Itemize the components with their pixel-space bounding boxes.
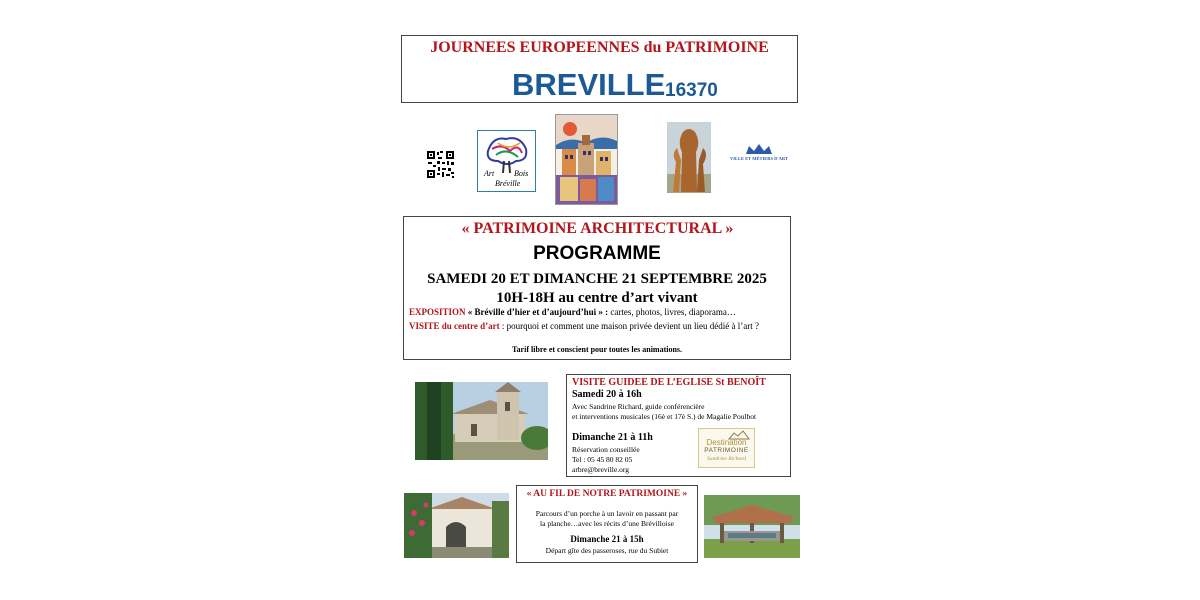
expo-text: cartes, photos, livres, diaporama…	[608, 307, 736, 317]
town-illustration-image	[555, 114, 618, 205]
church-email[interactable]: arbre@breville.org	[572, 465, 629, 474]
program-theme: « PATRIMOINE ARCHITECTURAL »	[461, 220, 734, 237]
villes-metiers-text: VILLE ET MÉTIERS D'ART	[730, 156, 788, 161]
porch-photo	[404, 493, 509, 558]
logo-word-art: Art	[484, 169, 495, 178]
villes-metiers-logo	[730, 143, 788, 167]
program-hours: 10H-18H au centre d’art vivant	[496, 290, 698, 306]
lavoir-photo	[704, 495, 800, 558]
tarif-text: Tarif libre et conscient pour toutes les animations.	[511, 345, 683, 354]
visit-label: VISITE du centre d’art	[409, 321, 500, 331]
church-tel: Tel : 05 45 80 82 05	[572, 455, 633, 464]
walk-date: Dimanche 21 à 15h	[570, 534, 644, 544]
church-reservation: Réservation conseillée	[572, 445, 640, 454]
logo-destination: Destination	[706, 438, 747, 447]
visit-line	[409, 321, 789, 331]
walk-depart: Départ gîte des passeroses, rue du Subiet	[545, 546, 669, 555]
logo-word-breville: Bréville	[495, 179, 521, 188]
art-bois-logo	[477, 130, 536, 192]
logo-signature: Sandrine Richard	[707, 456, 746, 462]
logo-word-bois: Bois	[514, 169, 529, 178]
church-saturday-line1: Avec Sandrine Richard, guide conférencière	[572, 402, 705, 411]
program-heading: PROGRAMME	[533, 243, 661, 264]
logo-patrimoine: PATRIMOINE	[704, 447, 749, 454]
qr-code-icon	[426, 150, 455, 179]
walk-title: « AU FIL DE NOTRE PATRIMOINE »	[526, 489, 688, 499]
church-sunday: Dimanche 21 à 11h	[572, 432, 653, 443]
church-photo	[415, 382, 548, 460]
church-saturday-line2: et interventions musicales (16è et 17è S.) de Magalie Poulbot	[572, 412, 757, 421]
crown-icon	[745, 143, 773, 155]
event-title: JOURNEES EUROPEENNES du PATRIMOINE	[430, 39, 769, 56]
church-saturday: Samedi 20 à 16h	[572, 389, 642, 400]
visit-text: : pourquoi et comment une maison privée devient un lieu dédié à l’art ?	[499, 321, 760, 331]
walk-box	[516, 485, 698, 563]
sculpture-image	[667, 122, 711, 193]
expo-label: EXPOSITION	[409, 307, 466, 317]
header-box	[401, 35, 798, 103]
walk-line1: Parcours d’un porche à un lavoir en passant par	[535, 509, 679, 518]
postcode: 16370	[665, 80, 718, 101]
expo-title: « Bréville d’hier et d’aujourd’hui » :	[465, 307, 609, 317]
town-name: BREVILLE	[512, 67, 666, 102]
program-box	[403, 216, 791, 360]
walk-line2: la planche…avec les récits d’une Brévilloise	[540, 519, 674, 528]
program-dates: SAMEDI 20 ET DIMANCHE 21 SEPTEMBRE 2025	[427, 271, 767, 287]
destination-patrimoine-logo	[698, 428, 755, 468]
church-title: VISITE GUIDEE DE L’EGLISE St BENOÎT	[572, 377, 766, 388]
expo-line	[409, 307, 789, 317]
tree-icon	[478, 131, 535, 173]
church-visit-box	[566, 374, 791, 477]
